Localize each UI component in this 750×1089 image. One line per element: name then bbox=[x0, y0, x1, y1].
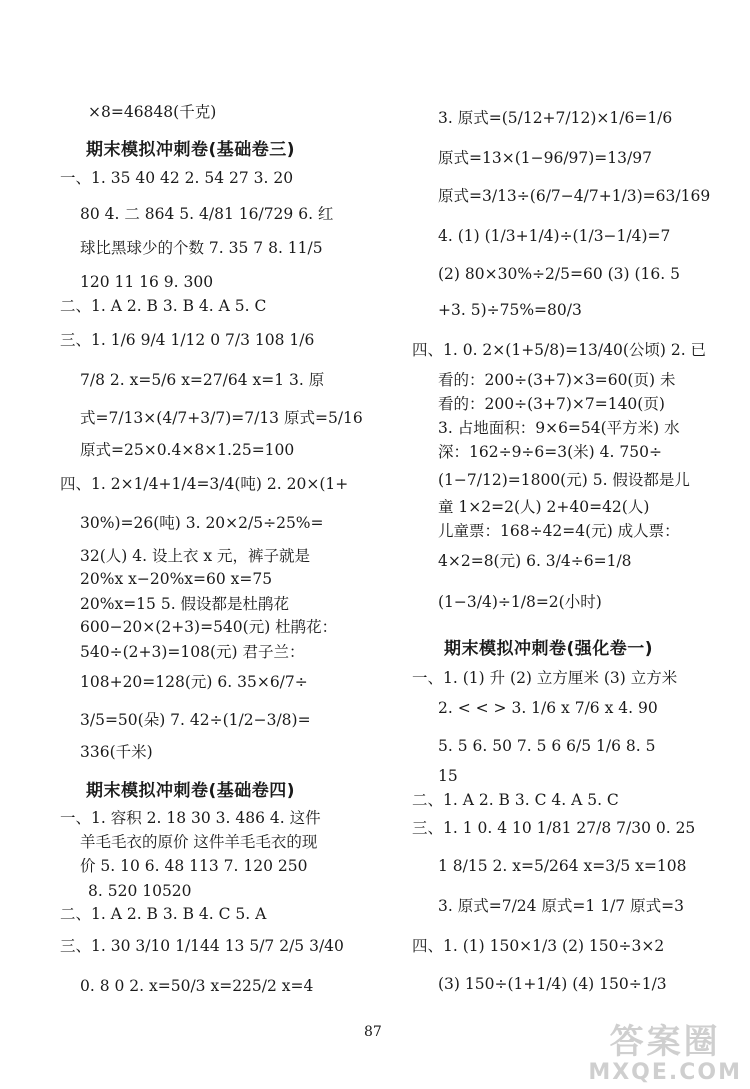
text-line: 5. 5 6. 50 7. 5 6 6/5 1/6 8. 5 bbox=[438, 737, 656, 755]
text-line: +3. 5)÷75%=80/3 bbox=[438, 301, 582, 319]
text-line: 1 8/15 2. x=5/264 x=3/5 x=108 bbox=[438, 857, 687, 875]
text-line: 深：162÷9÷6=3(米) 4. 750÷ bbox=[438, 443, 662, 461]
text-line: 120 11 16 9. 300 bbox=[80, 273, 214, 291]
text-line: 二、1. A 2. B 3. B 4. C 5. A bbox=[60, 905, 267, 923]
text-line: 儿童票：168÷42=4(元) 成人票： bbox=[438, 522, 680, 540]
text-line: 三、1. 1/6 9/4 1/12 0 7/3 108 1/6 bbox=[60, 331, 315, 349]
text-line: 四、1. (1) 150×1/3 (2) 150÷3×2 bbox=[412, 937, 665, 955]
text-line: 看的：200÷(3+7)×7=140(页) bbox=[438, 395, 665, 413]
text-line: 3. 原式=(5/12+7/12)×1/6=1/6 bbox=[438, 109, 673, 127]
watermark bbox=[588, 1024, 742, 1085]
text-line: 32(人) 4. 设上衣 x 元，裤子就是 bbox=[80, 547, 311, 565]
section-heading: 期末模拟冲刺卷(强化卷一) bbox=[444, 639, 654, 659]
text-line: 童 1×2=2(人) 2+40=42(人) bbox=[438, 498, 650, 516]
text-line: 4. (1) (1/3+1/4)÷(1/3−1/4)=7 bbox=[438, 227, 671, 245]
section-heading: 期末模拟冲刺卷(基础卷三) bbox=[86, 140, 296, 160]
text-line: 原式=25×0.4×8×1.25=100 bbox=[80, 441, 295, 459]
text-line: 式=7/13×(4/7+3/7)=7/13 原式=5/16 bbox=[80, 409, 363, 427]
text-line: (1−7/12)=1800(元) 5. 假设都是儿 bbox=[438, 471, 690, 489]
text-line: 看的：200÷(3+7)×3=60(页) 未 bbox=[438, 371, 676, 389]
section-heading: 期末模拟冲刺卷(基础卷四) bbox=[86, 781, 296, 801]
text-line: 8. 520 10520 bbox=[88, 882, 192, 900]
text-line: 原式=13×(1−96/97)=13/97 bbox=[438, 149, 652, 167]
text-line: 3. 原式=7/24 原式=1 1/7 原式=3 bbox=[438, 897, 684, 915]
text-line: 4×2=8(元) 6. 3/4÷6=1/8 bbox=[438, 552, 632, 570]
text-line: 30%)=26(吨) 3. 20×2/5÷25%= bbox=[80, 514, 324, 532]
text-line: 价 5. 10 6. 48 113 7. 120 250 bbox=[80, 857, 308, 875]
text-line: 原式=3/13÷(6/7−4/7+1/3)=63/169 bbox=[438, 187, 711, 205]
text-line: (3) 150÷(1+1/4) (4) 150÷1/3 bbox=[438, 975, 667, 993]
text-line: 336(千米) bbox=[80, 743, 153, 761]
text-line: 球比黑球少的个数 7. 35 7 8. 11/5 bbox=[80, 239, 323, 257]
text-line: 3. 占地面积：9×6=54(平方米) 水 bbox=[438, 419, 680, 437]
text-line: 一、1. (1) 升 (2) 立方厘米 (3) 立方米 bbox=[412, 669, 678, 687]
text-line: 2. < < > 3. 1/6 x 7/6 x 4. 90 bbox=[438, 699, 658, 717]
text-line: 7/8 2. x=5/6 x=27/64 x=1 3. 原 bbox=[80, 371, 325, 389]
text-line: 20%x x−20%x=60 x=75 bbox=[80, 570, 273, 588]
text-line: 3/5=50(朵) 7. 42÷(1/2−3/8)= bbox=[80, 711, 311, 729]
text-line: 600−20×(2+3)=540(元) 杜鹃花： bbox=[80, 618, 338, 636]
text-line: (2) 80×30%÷2/5=60 (3) (16. 5 bbox=[438, 265, 680, 283]
text-line: 四、1. 0. 2×(1+5/8)=13/40(公顷) 2. 已 bbox=[412, 341, 707, 359]
text-line: 二、1. A 2. B 3. C 4. A 5. C bbox=[412, 791, 619, 809]
text-line: ×8=46848(千克) bbox=[88, 103, 217, 121]
text-line: 80 4. 二 864 5. 4/81 16/729 6. 红 bbox=[80, 205, 334, 223]
text-line: 540÷(2+3)=108(元) 君子兰： bbox=[80, 643, 305, 661]
text-line: 羊毛毛衣的原价 这件羊毛毛衣的现 bbox=[80, 833, 318, 851]
watermark-url: MXQE.COM bbox=[588, 1060, 742, 1085]
text-line: 108+20=128(元) 6. 35×6/7÷ bbox=[80, 673, 308, 691]
text-line: 15 bbox=[438, 767, 458, 785]
text-line: 一、1. 容积 2. 18 30 3. 486 4. 这件 bbox=[60, 809, 321, 827]
text-line: 0. 8 0 2. x=50/3 x=225/2 x=4 bbox=[80, 977, 314, 995]
text-line: 一、1. 35 40 42 2. 54 27 3. 20 bbox=[60, 169, 294, 187]
text-line: 20%x=15 5. 假设都是杜鹃花 bbox=[80, 595, 290, 613]
text-line: 三、1. 30 3/10 1/144 13 5/7 2/5 3/40 bbox=[60, 937, 344, 955]
text-line: 三、1. 1 0. 4 10 1/81 27/8 7/30 0. 25 bbox=[412, 819, 696, 837]
text-line: 二、1. A 2. B 3. B 4. A 5. C bbox=[60, 297, 267, 315]
page-number: 87 bbox=[364, 1024, 382, 1040]
text-line: (1−3/4)÷1/8=2(小时) bbox=[438, 593, 602, 611]
watermark-logo: 答案圈 bbox=[609, 1022, 721, 1062]
text-line: 四、1. 2×1/4+1/4=3/4(吨) 2. 20×(1+ bbox=[60, 475, 349, 493]
